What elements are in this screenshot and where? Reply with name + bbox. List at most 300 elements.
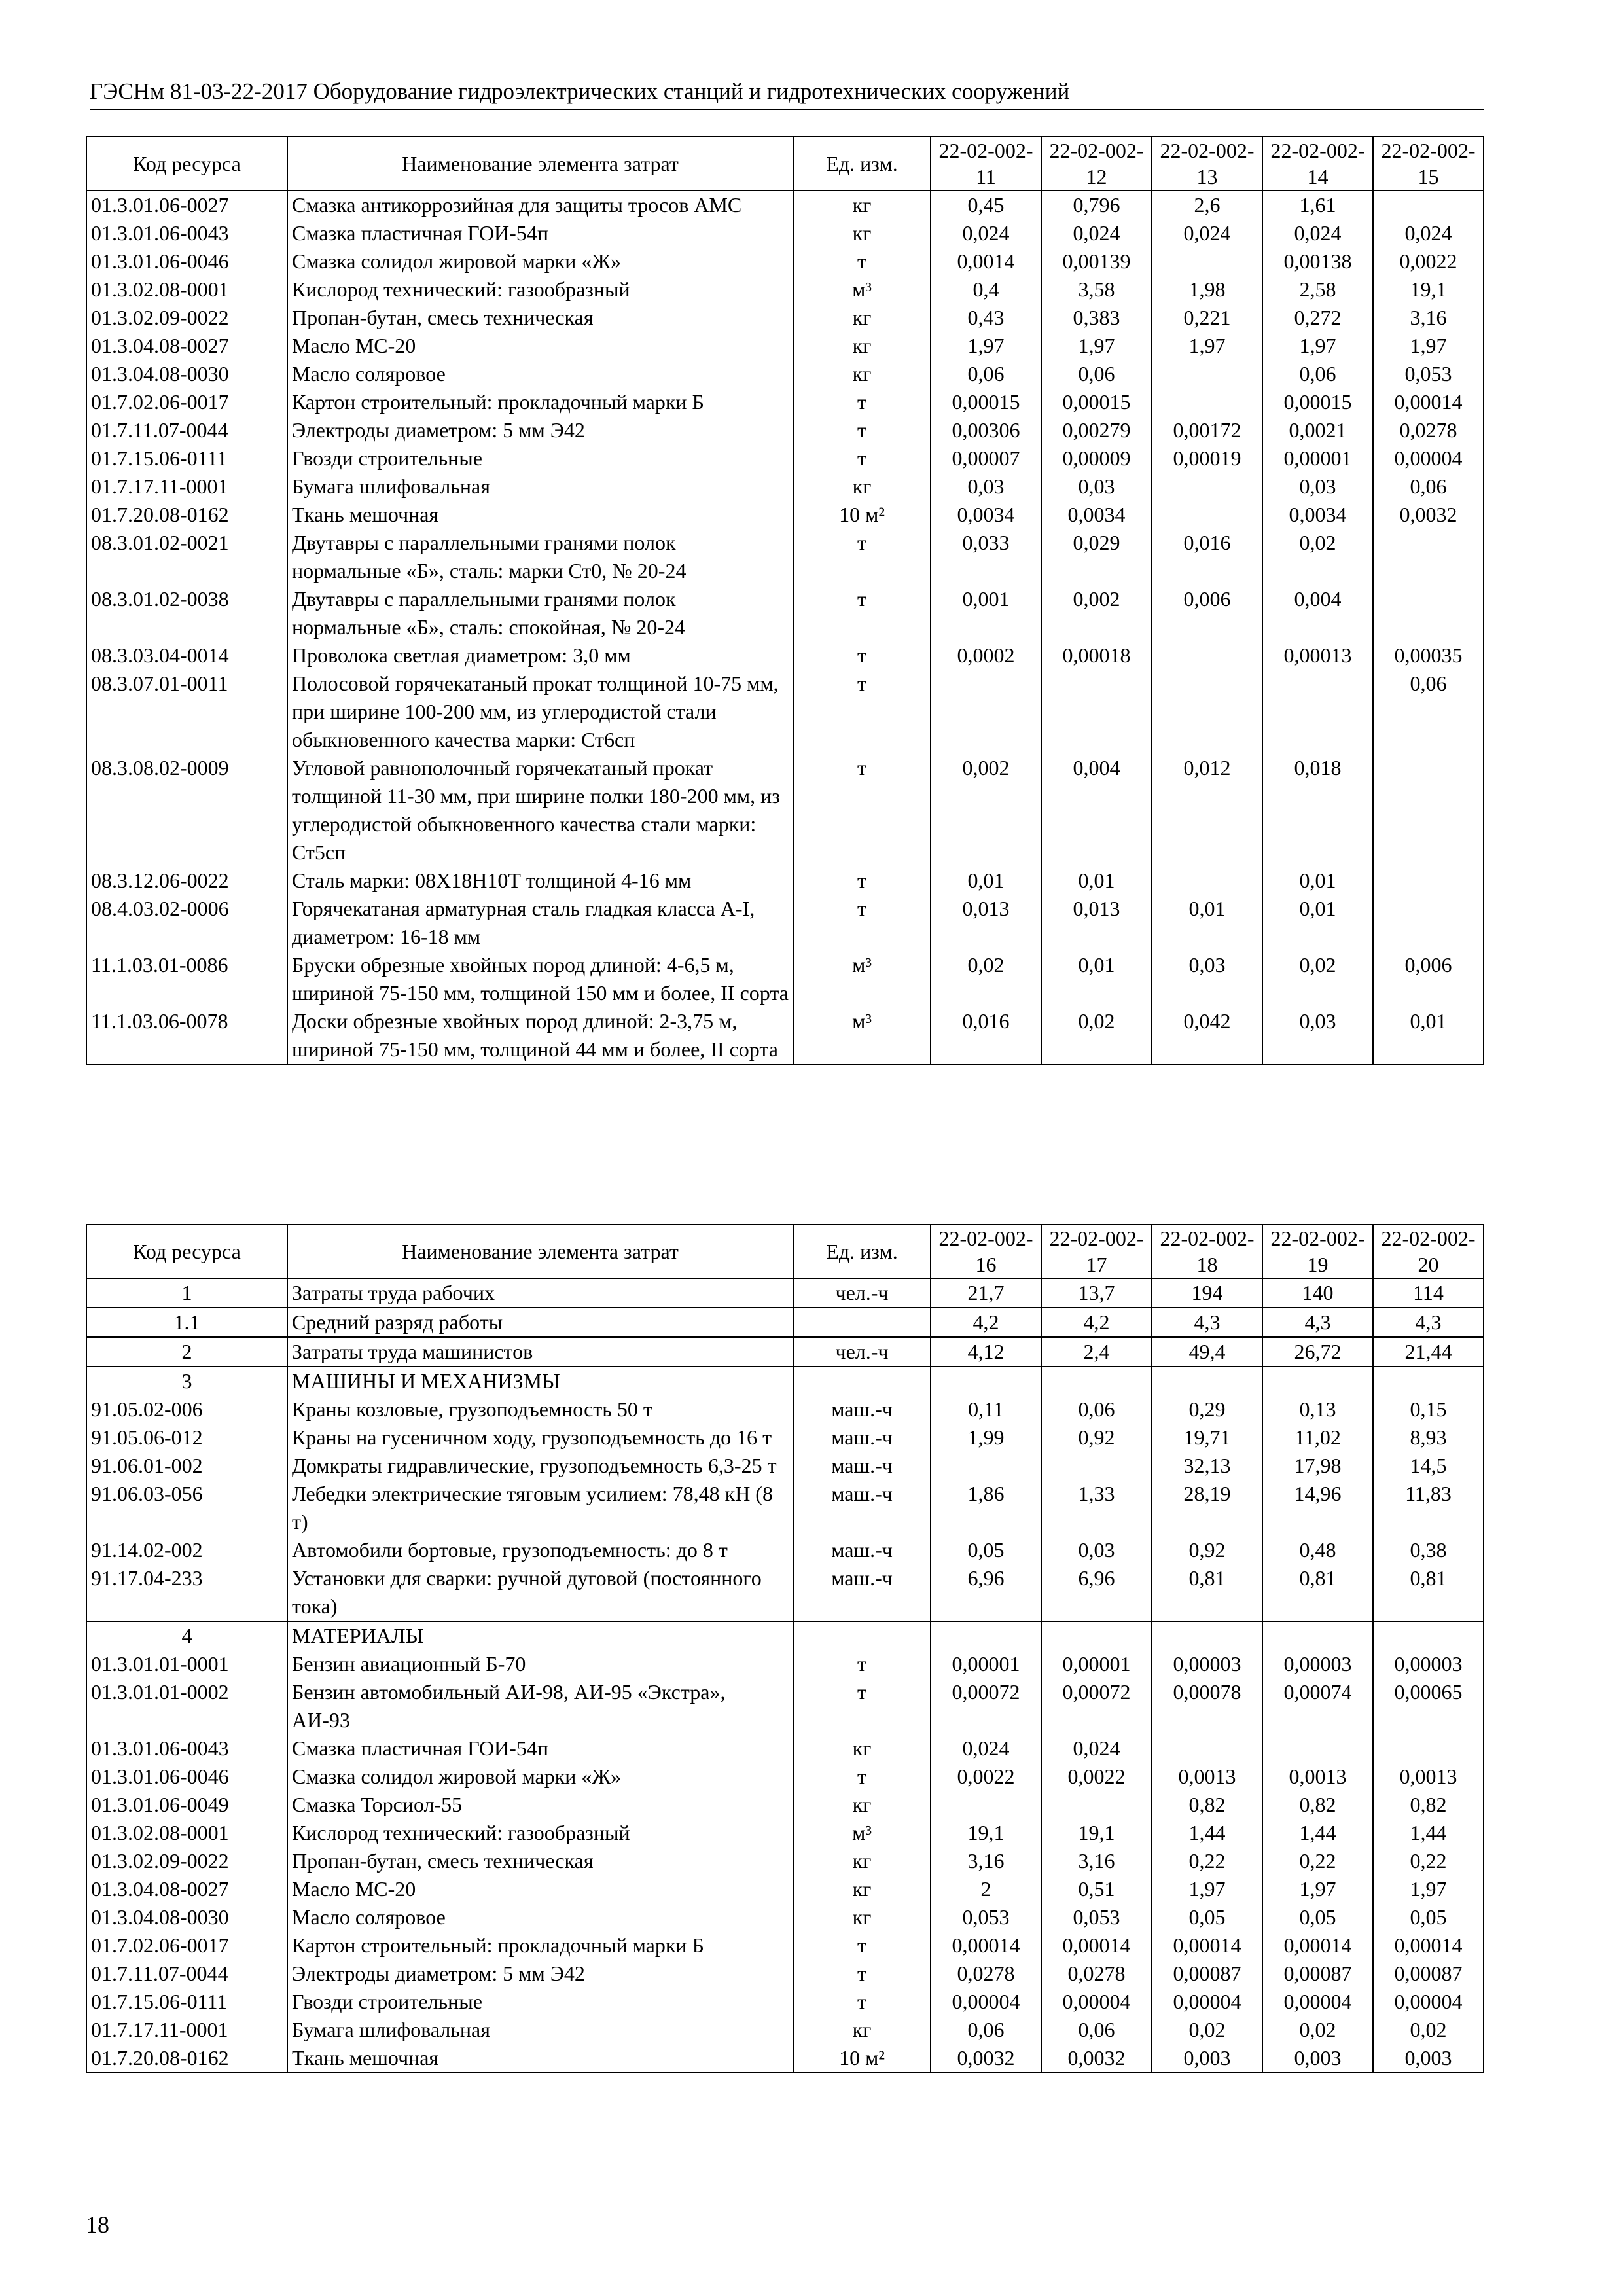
resource-value: 0,0014 <box>931 247 1041 276</box>
resource-name: Смазка Торсиол-55 <box>287 1791 793 1819</box>
resource-value: 0,00279 <box>1041 416 1152 444</box>
resource-value <box>1152 867 1262 895</box>
table-row <box>86 1308 1484 1337</box>
resource-unit: т <box>793 1960 931 1988</box>
resource-value: 0,43 <box>931 304 1041 332</box>
resource-value <box>1152 1367 1262 1395</box>
resource-name: Бумага шлифовальная <box>287 473 793 501</box>
resource-value: 0,00139 <box>1041 247 1152 276</box>
resource-value: 0,4 <box>931 276 1041 304</box>
resource-value: 0,03 <box>1041 1536 1152 1564</box>
header-code: Код ресурса <box>86 1225 287 1278</box>
resource-value: 0,06 <box>1041 360 1152 388</box>
resource-value: 140 <box>1262 1278 1373 1308</box>
resource-name: Электроды диаметром: 5 мм Э42 <box>287 1960 793 1988</box>
resource-value: 0,012 <box>1152 754 1262 867</box>
resource-name: Масло соляровое <box>287 360 793 388</box>
resource-value: 0,006 <box>1152 585 1262 641</box>
table-row <box>86 304 1484 332</box>
resource-unit: кг <box>793 1791 931 1819</box>
resource-value <box>1152 360 1262 388</box>
resource-value: 0,03 <box>1152 951 1262 1007</box>
resource-code: 91.06.03-056 <box>86 1480 287 1536</box>
resource-value: 3,16 <box>1041 1847 1152 1875</box>
table-body <box>86 1278 1484 2073</box>
resource-value <box>1041 670 1152 754</box>
table-row <box>86 1007 1484 1064</box>
resource-value: 0,0022 <box>931 1763 1041 1791</box>
table-row <box>86 360 1484 388</box>
resource-value: 0,0013 <box>1262 1763 1373 1791</box>
resource-name: Краны на гусеничном ходу, грузоподъемность до 16 т <box>287 1424 793 1452</box>
resource-value <box>1373 895 1484 951</box>
table-row <box>86 2044 1484 2073</box>
resource-value: 0,81 <box>1373 1564 1484 1621</box>
table-row <box>86 473 1484 501</box>
resource-value: 0,0002 <box>931 641 1041 670</box>
resource-value: 0,024 <box>1041 1734 1152 1763</box>
resource-value: 1,97 <box>1152 332 1262 360</box>
resource-value: 0,033 <box>931 529 1041 585</box>
resource-name: Затраты труда машинистов <box>287 1337 793 1367</box>
resource-value: 0,01 <box>1152 895 1262 951</box>
resource-name: Проволока светлая диаметром: 3,0 мм <box>287 641 793 670</box>
resource-value: 1,97 <box>1041 332 1152 360</box>
resource-value <box>1373 754 1484 867</box>
resource-value: 0,00001 <box>931 1650 1041 1678</box>
resource-value: 0,06 <box>1041 1395 1152 1424</box>
resource-value: 4,2 <box>931 1308 1041 1337</box>
resource-value: 0,15 <box>1373 1395 1484 1424</box>
resource-value: 0,92 <box>1152 1536 1262 1564</box>
header-col: 22-02-002-17 <box>1041 1225 1152 1278</box>
resource-name: Смазка пластичная ГОИ-54п <box>287 1734 793 1763</box>
resource-value: 6,96 <box>1041 1564 1152 1621</box>
resource-unit: кг <box>793 2016 931 2044</box>
resource-value: 0,042 <box>1152 1007 1262 1064</box>
resource-code: 01.7.02.06-0017 <box>86 1931 287 1960</box>
table-row <box>86 416 1484 444</box>
table-row <box>86 951 1484 1007</box>
resource-value <box>1152 670 1262 754</box>
resource-name: Масло соляровое <box>287 1903 793 1931</box>
resource-unit: чел.-ч <box>793 1337 931 1367</box>
resource-code: 01.3.02.09-0022 <box>86 1847 287 1875</box>
resource-code: 08.3.07.01-0011 <box>86 670 287 754</box>
resource-value: 0,053 <box>1041 1903 1152 1931</box>
resource-value: 13,7 <box>1041 1278 1152 1308</box>
resource-value <box>931 1452 1041 1480</box>
resource-code: 1 <box>86 1278 287 1308</box>
resource-value: 4,12 <box>931 1337 1041 1367</box>
resource-value <box>1262 1734 1373 1763</box>
resource-value: 28,19 <box>1152 1480 1262 1536</box>
resource-unit: кг <box>793 360 931 388</box>
resource-value: 1,44 <box>1152 1819 1262 1847</box>
resource-unit: т <box>793 529 931 585</box>
resource-code: 01.3.01.06-0027 <box>86 190 287 219</box>
resource-code: 01.7.11.07-0044 <box>86 1960 287 1988</box>
resource-name: Краны козловые, грузоподъемность 50 т <box>287 1395 793 1424</box>
resource-value: 0,05 <box>1152 1903 1262 1931</box>
resource-value: 0,00013 <box>1262 641 1373 670</box>
resource-unit: т <box>793 754 931 867</box>
resource-value: 21,7 <box>931 1278 1041 1308</box>
resource-value <box>1041 1791 1152 1819</box>
table-row <box>86 1960 1484 1988</box>
resource-code: 01.3.01.06-0049 <box>86 1791 287 1819</box>
resource-value: 0,004 <box>1041 754 1152 867</box>
resource-value: 0,00001 <box>1262 444 1373 473</box>
header-name: Наименование элемента затрат <box>287 1225 793 1278</box>
resource-code: 08.3.01.02-0021 <box>86 529 287 585</box>
resource-value: 0,06 <box>1373 670 1484 754</box>
resource-unit: кг <box>793 304 931 332</box>
resource-value: 0,03 <box>1262 473 1373 501</box>
header-col: 22-02-002-14 <box>1262 137 1373 190</box>
resource-value: 0,0013 <box>1152 1763 1262 1791</box>
resource-value <box>931 670 1041 754</box>
table-row <box>86 388 1484 416</box>
resource-value: 19,1 <box>1373 276 1484 304</box>
resource-code: 01.3.01.06-0046 <box>86 1763 287 1791</box>
resource-value: 0,004 <box>1262 585 1373 641</box>
table-row <box>86 1903 1484 1931</box>
resource-value: 0,00087 <box>1262 1960 1373 1988</box>
resource-unit: маш.-ч <box>793 1452 931 1480</box>
header-col: 22-02-002-16 <box>931 1225 1041 1278</box>
resource-unit: т <box>793 247 931 276</box>
table-row <box>86 585 1484 641</box>
resource-value: 0,05 <box>931 1536 1041 1564</box>
resource-value: 0,0032 <box>1041 2044 1152 2073</box>
resource-value: 1,97 <box>1262 1875 1373 1903</box>
resource-unit: кг <box>793 473 931 501</box>
resource-code: 91.14.02-002 <box>86 1536 287 1564</box>
resource-value: 4,3 <box>1152 1308 1262 1337</box>
resource-value: 0,0013 <box>1373 1763 1484 1791</box>
resource-value: 0,02 <box>1262 951 1373 1007</box>
resource-value: 1,44 <box>1373 1819 1484 1847</box>
resource-unit: м³ <box>793 951 931 1007</box>
resource-value: 2,6 <box>1152 190 1262 219</box>
resource-name: МАТЕРИАЛЫ <box>287 1621 793 1650</box>
resource-code: 01.3.04.08-0027 <box>86 1875 287 1903</box>
resource-value: 0,00007 <box>931 444 1041 473</box>
resource-value: 0,00004 <box>1041 1988 1152 2016</box>
resource-value: 4,3 <box>1373 1308 1484 1337</box>
resource-value: 0,06 <box>1373 473 1484 501</box>
resource-code: 08.3.12.06-0022 <box>86 867 287 895</box>
resource-value: 11,02 <box>1262 1424 1373 1452</box>
table-row <box>86 1452 1484 1480</box>
resource-value: 8,93 <box>1373 1424 1484 1452</box>
resource-name: Картон строительный: прокладочный марки Б <box>287 388 793 416</box>
resource-value: 0,00004 <box>1152 1988 1262 2016</box>
resource-value: 0,02 <box>1373 2016 1484 2044</box>
resource-code: 08.3.01.02-0038 <box>86 585 287 641</box>
resource-value: 1,86 <box>931 1480 1041 1536</box>
resource-value: 0,22 <box>1262 1847 1373 1875</box>
resource-value: 0,00015 <box>1041 388 1152 416</box>
table-row <box>86 1337 1484 1367</box>
resource-value: 17,98 <box>1262 1452 1373 1480</box>
resource-unit: т <box>793 388 931 416</box>
resource-value: 26,72 <box>1262 1337 1373 1367</box>
table-row <box>86 1424 1484 1452</box>
table-row <box>86 1395 1484 1424</box>
resource-name: Электроды диаметром: 5 мм Э42 <box>287 416 793 444</box>
page-number: 18 <box>86 2212 109 2238</box>
resource-value: 0,02 <box>931 951 1041 1007</box>
resource-name: Затраты труда рабочих <box>287 1278 793 1308</box>
resource-name: Кислород технический: газообразный <box>287 1819 793 1847</box>
resource-name: Средний разряд работы <box>287 1308 793 1337</box>
resource-value <box>931 1791 1041 1819</box>
resource-code: 01.3.02.09-0022 <box>86 304 287 332</box>
page-header: ГЭСНм 81-03-22-2017 Оборудование гидроэлектрических станций и гидротехнических сооружений <box>90 77 1484 110</box>
resource-value: 0,00087 <box>1373 1960 1484 1988</box>
table-row <box>86 190 1484 219</box>
resource-value: 0,82 <box>1373 1791 1484 1819</box>
resource-unit <box>793 1308 931 1337</box>
resource-name: Автомобили бортовые, грузоподъемность: до 8 т <box>287 1536 793 1564</box>
resource-code: 01.3.04.08-0027 <box>86 332 287 360</box>
table-row <box>86 641 1484 670</box>
header-col: 22-02-002-11 <box>931 137 1041 190</box>
resource-value: 0,029 <box>1041 529 1152 585</box>
resource-code: 2 <box>86 1337 287 1367</box>
resource-value: 2 <box>931 1875 1041 1903</box>
resource-value: 0,221 <box>1152 304 1262 332</box>
table-row <box>86 501 1484 529</box>
resource-value: 0,016 <box>1152 529 1262 585</box>
resource-value: 0,0034 <box>1262 501 1373 529</box>
resource-code: 01.3.01.06-0046 <box>86 247 287 276</box>
resource-value: 0,81 <box>1262 1564 1373 1621</box>
resource-name: Двутавры с параллельными гранями полок нормальные «Б», сталь: спокойная, № 20-24 <box>287 585 793 641</box>
resource-name: МАШИНЫ И МЕХАНИЗМЫ <box>287 1367 793 1395</box>
resource-value: 1,97 <box>1152 1875 1262 1903</box>
resource-value: 0,03 <box>931 473 1041 501</box>
resource-unit: т <box>793 670 931 754</box>
resource-value <box>1041 1621 1152 1650</box>
resource-name: Гвозди строительные <box>287 1988 793 2016</box>
resource-name: Смазка антикоррозийная для защиты тросов АМС <box>287 190 793 219</box>
resource-value: 0,22 <box>1373 1847 1484 1875</box>
resource-value <box>1152 641 1262 670</box>
header-name: Наименование элемента затрат <box>287 137 793 190</box>
resource-value: 1,97 <box>931 332 1041 360</box>
resource-value: 0,48 <box>1262 1536 1373 1564</box>
resource-value: 0,01 <box>1041 867 1152 895</box>
resource-value: 0,003 <box>1373 2044 1484 2073</box>
resource-value <box>1373 1367 1484 1395</box>
resource-unit: кг <box>793 190 931 219</box>
table-row <box>86 1988 1484 2016</box>
resource-value: 0,00004 <box>1373 444 1484 473</box>
resource-value: 0,00014 <box>1152 1931 1262 1960</box>
resource-value: 0,05 <box>1262 1903 1373 1931</box>
table-row <box>86 332 1484 360</box>
resource-value: 0,0022 <box>1041 1763 1152 1791</box>
resource-value: 14,96 <box>1262 1480 1373 1536</box>
table-row <box>86 1564 1484 1621</box>
resource-table-1 <box>86 136 1484 1065</box>
resource-name: Пропан-бутан, смесь техническая <box>287 1847 793 1875</box>
resource-value <box>1262 670 1373 754</box>
resource-value: 0,22 <box>1152 1847 1262 1875</box>
resource-unit: т <box>793 585 931 641</box>
resource-code: 3 <box>86 1367 287 1395</box>
resource-value: 0,01 <box>1262 895 1373 951</box>
resource-name: Смазка солидол жировой марки «Ж» <box>287 1763 793 1791</box>
resource-name: Двутавры с параллельными гранями полок нормальные «Б», сталь: марки Ст0, № 20-24 <box>287 529 793 585</box>
resource-value: 0,003 <box>1152 2044 1262 2073</box>
resource-value: 0,006 <box>1373 951 1484 1007</box>
resource-value: 0,06 <box>931 360 1041 388</box>
table-row <box>86 1875 1484 1903</box>
resource-unit: кг <box>793 1875 931 1903</box>
resource-code: 01.3.02.08-0001 <box>86 1819 287 1847</box>
resource-code: 01.7.17.11-0001 <box>86 473 287 501</box>
resource-value: 0,053 <box>931 1903 1041 1931</box>
resource-code: 08.4.03.02-0006 <box>86 895 287 951</box>
table-row <box>86 219 1484 247</box>
resource-value: 19,71 <box>1152 1424 1262 1452</box>
resource-value: 0,00004 <box>931 1988 1041 2016</box>
resource-value <box>931 1621 1041 1650</box>
resource-value: 0,82 <box>1152 1791 1262 1819</box>
resource-code: 01.7.15.06-0111 <box>86 1988 287 2016</box>
resource-value: 0,00015 <box>1262 388 1373 416</box>
resource-name: Ткань мешочная <box>287 501 793 529</box>
resource-unit: кг <box>793 1847 931 1875</box>
resource-value: 0,002 <box>1041 585 1152 641</box>
resource-value: 1,98 <box>1152 276 1262 304</box>
resource-value: 3,16 <box>1373 304 1484 332</box>
resource-value: 114 <box>1373 1278 1484 1308</box>
resource-value: 0,024 <box>1373 219 1484 247</box>
resource-value: 0,06 <box>931 2016 1041 2044</box>
resource-value: 0,0034 <box>931 501 1041 529</box>
resource-value: 0,00015 <box>931 388 1041 416</box>
resource-unit: маш.-ч <box>793 1424 931 1452</box>
table-row <box>86 2016 1484 2044</box>
resource-code: 01.7.11.07-0044 <box>86 416 287 444</box>
resource-value: 4,3 <box>1262 1308 1373 1337</box>
resource-code: 1.1 <box>86 1308 287 1337</box>
resource-value: 0,00138 <box>1262 247 1373 276</box>
table-row <box>86 1621 1484 1650</box>
resource-name: Ткань мешочная <box>287 2044 793 2073</box>
table-header-row <box>86 1225 1484 1278</box>
resource-value <box>1152 473 1262 501</box>
resource-value: 0,00074 <box>1262 1678 1373 1734</box>
resource-name: Бумага шлифовальная <box>287 2016 793 2044</box>
table-row <box>86 1678 1484 1734</box>
resource-code: 01.3.01.06-0043 <box>86 219 287 247</box>
resource-name: Доски обрезные хвойных пород длиной: 2-3,75 м, шириной 75-150 мм, толщиной 44 мм и более, II сорта <box>287 1007 793 1064</box>
resource-value: 0,0021 <box>1262 416 1373 444</box>
resource-value: 0,00014 <box>1262 1931 1373 1960</box>
resource-value: 0,81 <box>1152 1564 1262 1621</box>
resource-value <box>1262 1621 1373 1650</box>
resource-value: 0,796 <box>1041 190 1152 219</box>
resource-name: Гвозди строительные <box>287 444 793 473</box>
resource-name: Кислород технический: газообразный <box>287 276 793 304</box>
resource-unit <box>793 1621 931 1650</box>
resource-unit: кг <box>793 219 931 247</box>
resource-value: 0,013 <box>1041 895 1152 951</box>
resource-value: 0,053 <box>1373 360 1484 388</box>
table-row <box>86 1536 1484 1564</box>
resource-code: 4 <box>86 1621 287 1650</box>
resource-code: 01.7.20.08-0162 <box>86 501 287 529</box>
resource-value: 0,00009 <box>1041 444 1152 473</box>
resource-value: 0,00004 <box>1262 1988 1373 2016</box>
resource-value: 0,00072 <box>1041 1678 1152 1734</box>
resource-value: 0,024 <box>931 219 1041 247</box>
resource-value <box>931 1367 1041 1395</box>
resource-value <box>1373 1621 1484 1650</box>
table-row <box>86 529 1484 585</box>
resource-value: 0,0034 <box>1041 501 1152 529</box>
resource-unit: т <box>793 444 931 473</box>
resource-value: 0,82 <box>1262 1791 1373 1819</box>
resource-value: 2,4 <box>1041 1337 1152 1367</box>
resource-value: 0,00172 <box>1152 416 1262 444</box>
table-row <box>86 895 1484 951</box>
resource-name: Горячекатаная арматурная сталь гладкая класса А-I, диаметром: 16-18 мм <box>287 895 793 951</box>
resource-unit: чел.-ч <box>793 1278 931 1308</box>
resource-value: 0,00018 <box>1041 641 1152 670</box>
resource-value <box>1373 529 1484 585</box>
resource-value <box>1373 867 1484 895</box>
resource-value <box>1152 1734 1262 1763</box>
resource-value: 0,016 <box>931 1007 1041 1064</box>
table-row <box>86 1367 1484 1395</box>
header-code: Код ресурса <box>86 137 287 190</box>
resource-unit: кг <box>793 1903 931 1931</box>
resource-value: 0,02 <box>1041 1007 1152 1064</box>
resource-code: 01.7.15.06-0111 <box>86 444 287 473</box>
resource-value: 6,96 <box>931 1564 1041 1621</box>
resource-value: 0,00078 <box>1152 1678 1262 1734</box>
table-row <box>86 1847 1484 1875</box>
resource-unit: маш.-ч <box>793 1480 931 1536</box>
resource-value: 0,00072 <box>931 1678 1041 1734</box>
resource-value: 1,99 <box>931 1424 1041 1452</box>
resource-value <box>1152 388 1262 416</box>
resource-value: 0,45 <box>931 190 1041 219</box>
resource-value: 1,97 <box>1373 332 1484 360</box>
resource-value: 3,16 <box>931 1847 1041 1875</box>
resource-name: Картон строительный: прокладочный марки Б <box>287 1931 793 1960</box>
resource-value: 0,51 <box>1041 1875 1152 1903</box>
resource-value: 0,024 <box>1041 219 1152 247</box>
resource-value: 0,00065 <box>1373 1678 1484 1734</box>
resource-value: 0,0278 <box>1041 1960 1152 1988</box>
table-header-row <box>86 137 1484 190</box>
resource-unit: т <box>793 1931 931 1960</box>
resource-value <box>1262 1367 1373 1395</box>
resource-value: 0,06 <box>1041 2016 1152 2044</box>
resource-unit: т <box>793 895 931 951</box>
resource-code: 01.3.04.08-0030 <box>86 1903 287 1931</box>
table-row <box>86 276 1484 304</box>
resource-unit: т <box>793 1678 931 1734</box>
